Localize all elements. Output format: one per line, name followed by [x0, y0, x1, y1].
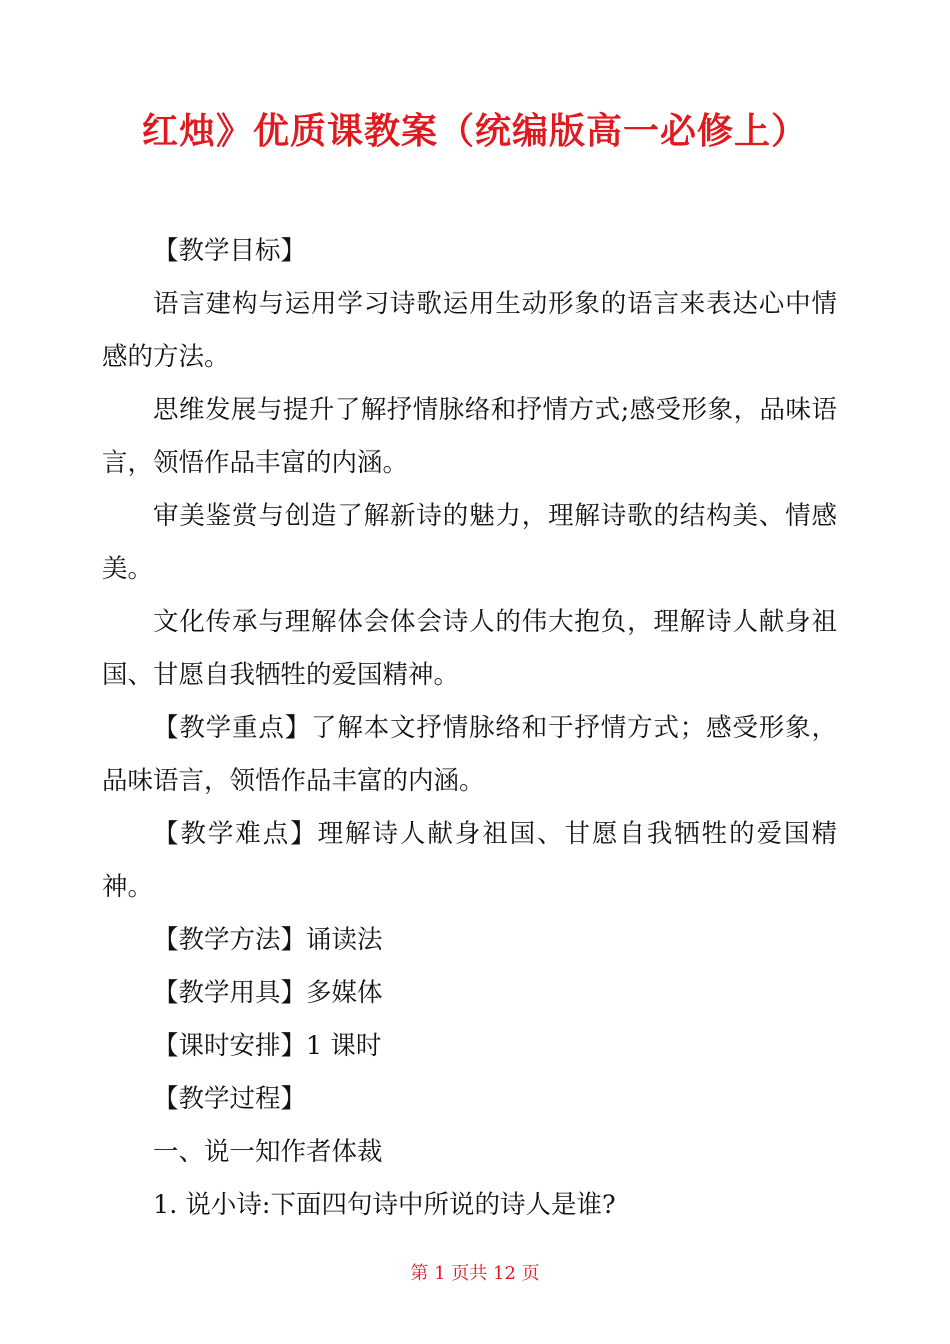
paragraph-objectives-heading: 【教学目标】: [153, 236, 307, 266]
page-footer: 第 1 页共 12 页: [410, 1263, 540, 1284]
paragraph-section-one: 一、说一知作者体裁: [153, 1137, 383, 1167]
paragraph-key-points: 【教学重点】了解本文抒情脉络和于抒情方式；感受形象，品味语言，领悟作品丰富的内涵。: [102, 713, 837, 796]
paragraph-method: 【教学方法】诵读法: [153, 925, 383, 955]
document-title: 红烛》优质课教案（统编版高一必修上）: [141, 111, 808, 152]
paragraph-language: 语言建构与运用学习诗歌运用生动形象的语言来表达心中情感的方法。: [102, 289, 837, 372]
document-body: [102, 225, 837, 1232]
paragraph-tools: 【教学用具】多媒体: [153, 978, 383, 1008]
paragraph-schedule: 【课时安排】1 课时: [153, 1031, 382, 1061]
paragraph-item-one: 1. 说小诗:下面四句诗中所说的诗人是谁?: [153, 1190, 616, 1220]
paragraph-difficulties: 【教学难点】理解诗人献身祖国、甘愿自我牺牲的爱国精神。: [102, 819, 837, 902]
paragraph-thinking: 思维发展与提升了解抒情脉络和抒情方式;感受形象，品味语言，领悟作品丰富的内涵。: [102, 395, 837, 478]
paragraph-culture: 文化传承与理解体会体会诗人的伟大抱负，理解诗人献身祖国、甘愿自我牺牲的爱国精神。: [102, 607, 837, 690]
paragraph-aesthetics: 审美鉴赏与创造了解新诗的魅力，理解诗歌的结构美、情感美。: [102, 501, 837, 584]
paragraph-process-heading: 【教学过程】: [153, 1084, 307, 1114]
